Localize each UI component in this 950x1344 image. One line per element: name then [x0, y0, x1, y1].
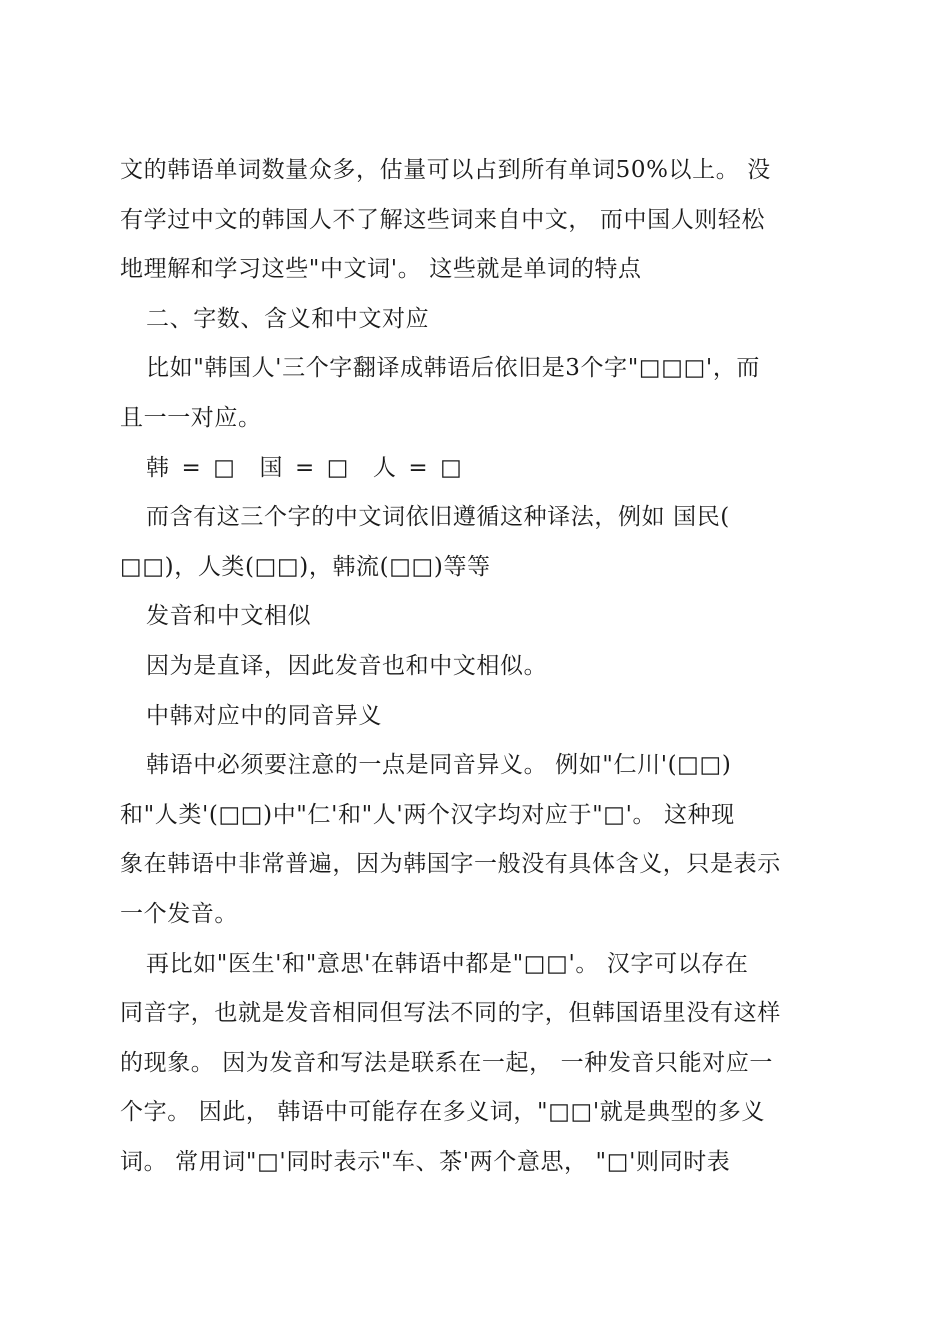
text-line: 一个发音。 [120, 900, 238, 927]
text-line: 因为是直译，因此发音也和中文相似。 [146, 652, 548, 679]
document-body [120, 146, 832, 1187]
text-line: 韩语中必须要注意的一点是同音异义。 例如"仁川'(□□) [146, 752, 732, 779]
text-line: 且一一对应。 [120, 404, 262, 431]
text-line: 而含有这三个字的中文词依旧遵循这种译法，例如 国民( [146, 504, 730, 531]
section-heading: 二、字数、含义和中文对应 [146, 305, 430, 332]
text-line: 同音字，也就是发音相同但写法不同的字，但韩国语里没有这样 [120, 1000, 781, 1027]
text-line: 和"人类'(□□)中"仁'和"人'两个汉字均对应于"□'。 这种现 [120, 801, 735, 828]
text-line: 象在韩语中非常普遍，因为韩国字一般没有具体含义，只是表示 [120, 851, 781, 878]
text-line: 个字。 因此， 韩语中可能存在多义词，"□□'就是典型的多义 [120, 1099, 765, 1126]
text-line: 地理解和学习这些"中文词'。 这些就是单词的特点 [120, 256, 642, 283]
text-line: □□)，人类(□□)，韩流(□□)等等 [120, 553, 491, 580]
section-heading: 发音和中文相似 [146, 603, 312, 630]
text-line: 比如"韩国人'三个字翻译成韩语后依旧是3个字"□□□'，而 [146, 355, 761, 382]
text-line: 词。 常用词"□'同时表示"车、茶'两个意思， "□'则同时表 [120, 1148, 731, 1175]
text-line: 文的韩语单词数量众多，估量可以占到所有单词50%以上。 没 [120, 157, 771, 183]
section-heading: 中韩对应中的同音异义 [146, 702, 382, 729]
text-line: 有学过中文的韩国人不了解这些词来自中文， 而中国人则轻松 [120, 206, 766, 233]
text-line: 的现象。 因为发音和写法是联系在一起， 一种发音只能对应一 [120, 1049, 774, 1076]
correspondence-line: 韩 = □ 国 = □ 人 = □ [146, 454, 463, 481]
text-line: 再比如"医生'和"意思'在韩语中都是"□□'。 汉字可以存在 [146, 950, 749, 977]
